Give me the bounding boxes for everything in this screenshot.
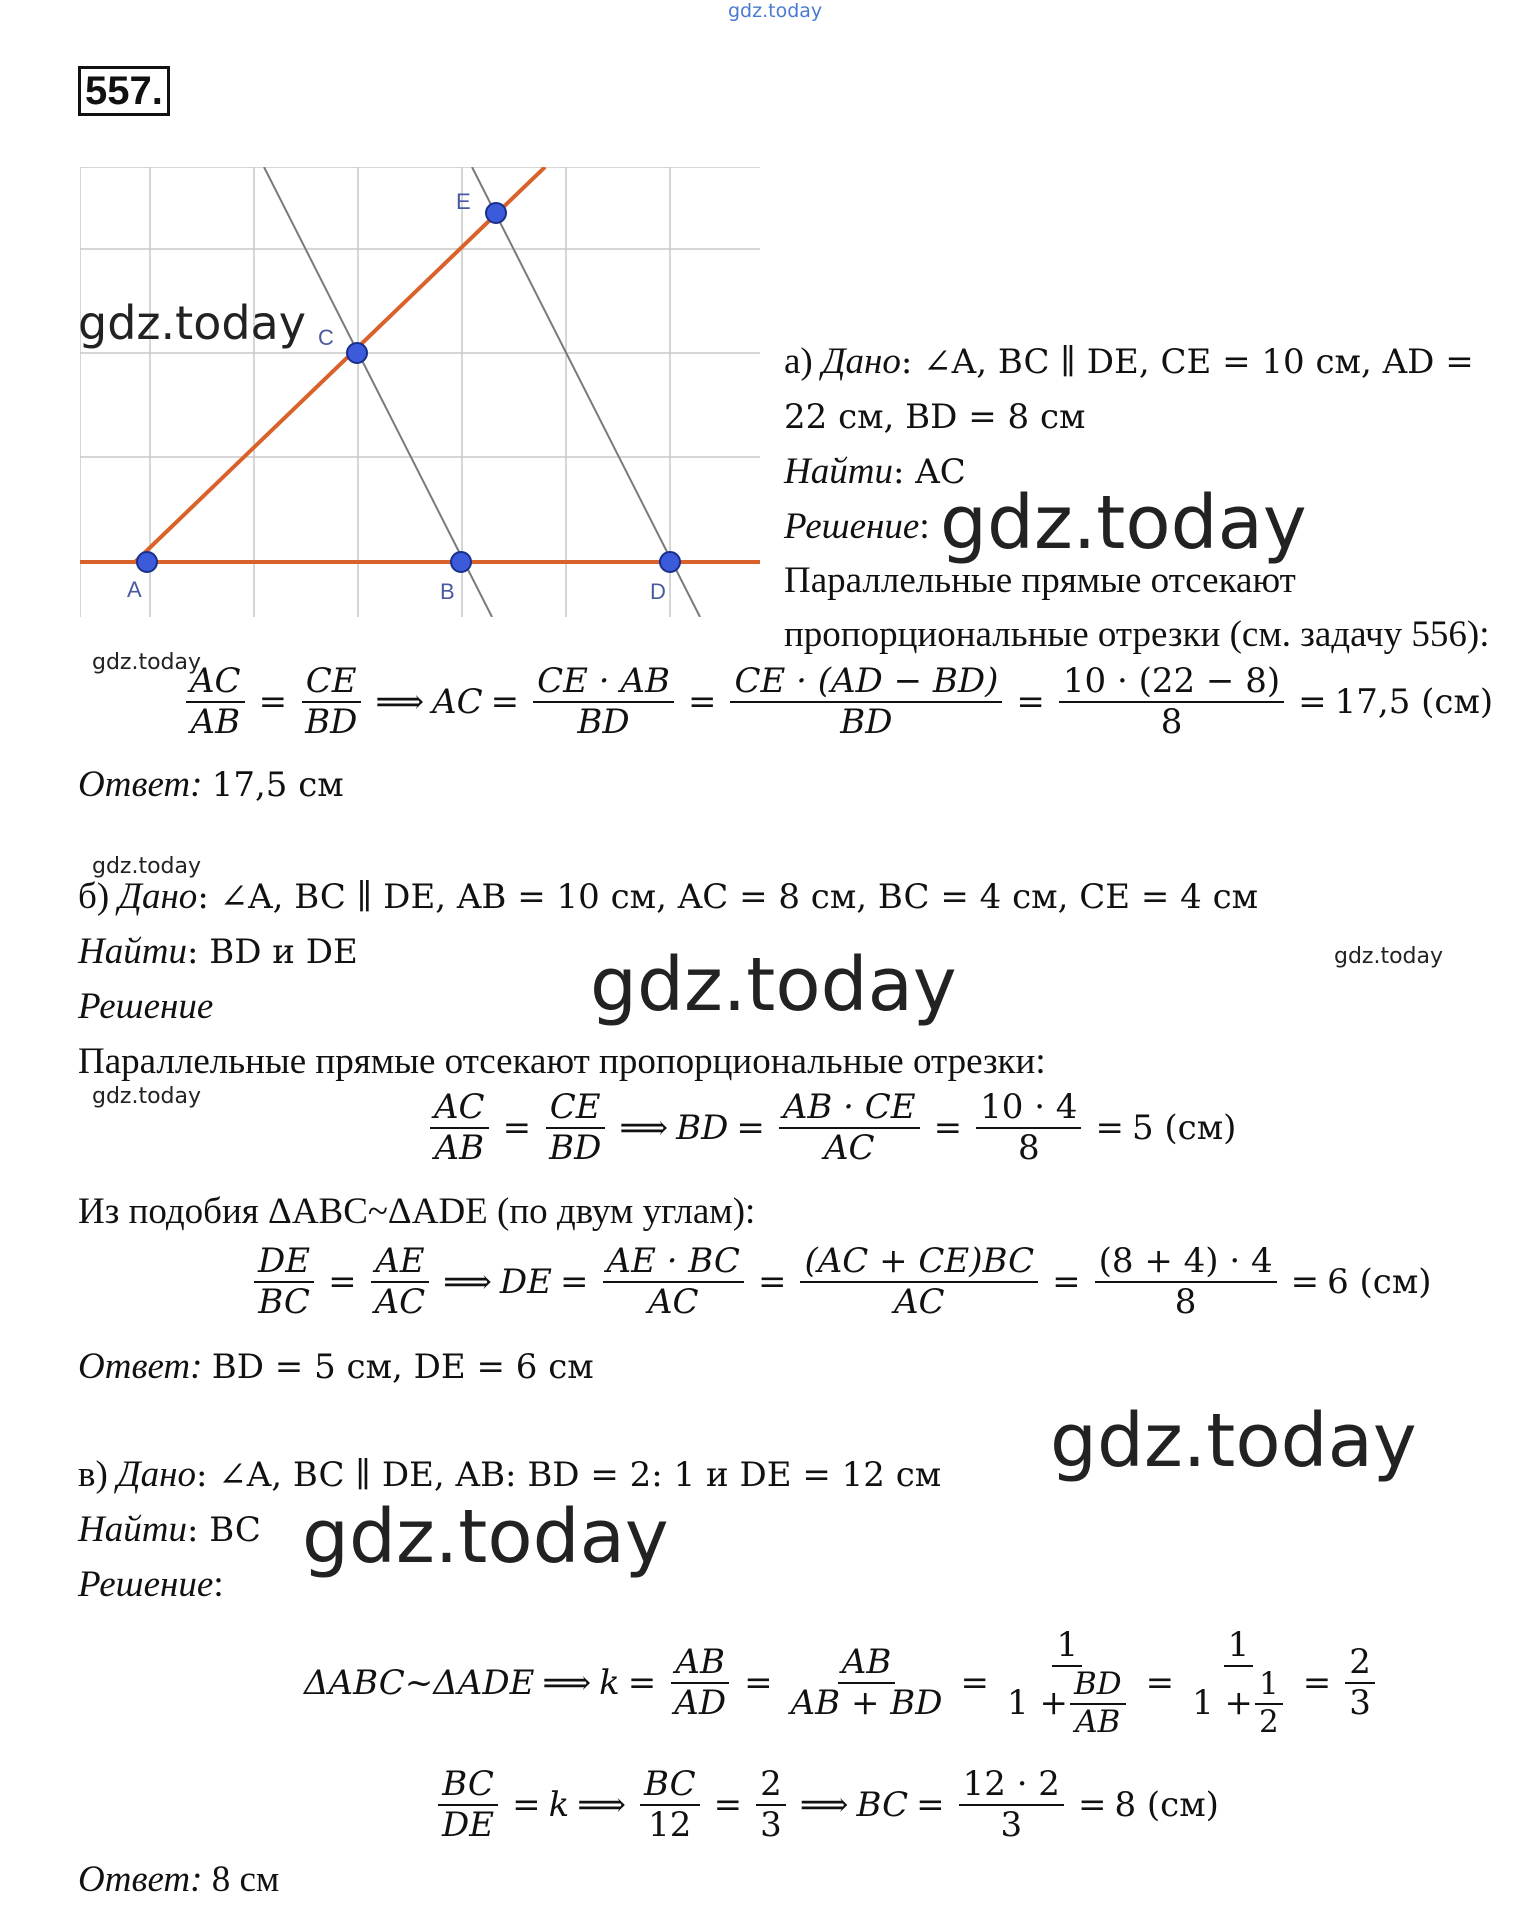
part-b-find-text: : BD и DE [186, 932, 358, 972]
eq-k: k [548, 1785, 570, 1826]
eq-result: 17,5 (см) [1334, 682, 1494, 723]
point-e [486, 203, 506, 223]
frac: $\frac{AB \cdot CE}{AC}$ [779, 1088, 920, 1168]
watermark-small-1: gdz.today [92, 650, 202, 675]
part-c-equation-2: $\frac{BC}{DE}$ = k ⟹ $\frac{BC}{12}$ = $\frac{2}{3}$ ⟹ BC = $\frac{12 \cdot 2}{3}$ = 8 (см) [432, 1765, 1219, 1845]
part-a-label: а) [784, 341, 813, 382]
label-c: C [318, 325, 334, 350]
frac: $\frac{CE}{BD}$ [301, 662, 361, 742]
frac: $\frac{(AC + CE)BC}{AC}$ [800, 1242, 1038, 1322]
line-cb [264, 167, 492, 617]
frac: $\frac{(8 + 4) \cdot 4}{8}$ [1095, 1242, 1277, 1322]
part-a-answer-word: Ответ: [78, 764, 203, 805]
part-c-given-word: Дано [117, 1454, 196, 1495]
watermark-small-4: gdz.today [92, 1084, 202, 1109]
eq-result: 8 (см) [1114, 1785, 1219, 1826]
part-a-find-word: Найти [784, 451, 893, 492]
part-a-answer [78, 763, 344, 806]
part-b-equation-2: $\frac{DE}{BC}$ = $\frac{AE}{AC}$ ⟹ DE = $\frac{AE \cdot BC}{AC}$ = $\frac{(AC + CE)BC}{AC}$ = $\frac{(8 + 4) \cdot 4}{8}$ = 6 (см) [248, 1242, 1432, 1322]
frac: $\frac{2}{3}$ [756, 1765, 786, 1845]
point-a [137, 552, 157, 572]
part-a-find [784, 450, 966, 493]
part-a-answer-text: 17,5 см [211, 765, 344, 805]
part-b-answer-text: BD = 5 см, DE = 6 см [211, 1347, 594, 1387]
part-b-text-2: Из подобия ΔABC~ΔADE (по двум углам): [78, 1191, 756, 1232]
part-a-text-1: Параллельные прямые отсекают [784, 560, 1296, 601]
part-c-solution-word: Решение [78, 1564, 214, 1605]
part-b-text-1: Параллельные прямые отсекают пропорциональные отрезки: [78, 1041, 1046, 1082]
watermark-small-2: gdz.today [92, 854, 202, 879]
part-b-given-text: : ∠A, BC ∥ DE, AB = 10 см, AC = 8 см, BC = 4 см, CE = 4 см [197, 877, 1259, 917]
part-b-given-word: Дано [118, 876, 198, 917]
label-b: B [440, 579, 455, 604]
part-a-solution-colon: : [919, 506, 930, 547]
eq-lhs: ΔABC~ΔADE [304, 1663, 535, 1704]
frac: $\frac{AE}{AC}$ [371, 1242, 430, 1322]
part-a-text-2: пропорциональные отрезки (см. задачу 556): [784, 614, 1490, 655]
eq-lhs: BC [856, 1785, 909, 1826]
label-a: A [127, 577, 142, 602]
frac: $\frac{10 \cdot (22 - 8)}{8}$ [1059, 662, 1284, 742]
part-c-answer [78, 1858, 279, 1901]
eq-lhs: DE [499, 1262, 553, 1303]
point-c [347, 343, 367, 363]
frac: $\frac{CE \cdot (AD - BD)}{BD}$ [730, 662, 1002, 742]
part-a-given-word: Дано [822, 341, 901, 382]
frac: $\frac{DE}{BC}$ [254, 1242, 314, 1322]
part-a-equation: $\frac{AC}{AB}$ = $\frac{CE}{BD}$ ⟹ AC = $\frac{CE \cdot AB}{BD}$ = $\frac{CE \cdot (AD - BD)}{BD}$ = $\frac{10 \cdot (22 - 8)}{8}$ = 17,5 (см) [180, 662, 1493, 742]
part-a-given-1 [784, 340, 1474, 383]
part-b-answer-word: Ответ: [78, 1346, 203, 1387]
part-b-equation-1: $\frac{AC}{AB}$ = $\frac{CE}{BD}$ ⟹ BD = $\frac{AB \cdot CE}{AC}$ = $\frac{10 \cdot 4}{8}$ = 5 (см) [424, 1088, 1236, 1168]
part-a-solution [784, 505, 930, 548]
watermark-figure: gdz.today [78, 296, 306, 350]
frac: $\frac{AB}{AD}$ [670, 1643, 730, 1723]
point-b [451, 552, 471, 572]
eq-lhs: AC [432, 682, 483, 723]
part-b-find [78, 930, 358, 973]
problem-number: 557. [78, 66, 170, 116]
part-c-label: в) [78, 1454, 108, 1495]
label-d: D [650, 579, 666, 604]
frac: $\frac{BC}{DE}$ [438, 1765, 498, 1845]
frac: $\frac{AE \cdot BC}{AC}$ [603, 1242, 744, 1322]
frac: 1 1 + $\frac{1}{2}$ [1188, 1626, 1289, 1740]
watermark-b: gdz.today [590, 942, 957, 1028]
frac: $\frac{AB}{AB + BD}$ [790, 1642, 943, 1724]
watermark-c2: gdz.today [302, 1494, 669, 1580]
eq-result: 6 (см) [1327, 1262, 1432, 1303]
part-c-answer-text: 8 см [211, 1859, 280, 1900]
part-b-given [78, 875, 1258, 918]
watermark-top: gdz.today [728, 0, 823, 22]
grid [80, 167, 760, 617]
frac: $\frac{2}{3}$ [1345, 1643, 1375, 1723]
part-c-equation-1: ΔABC~ΔADE ⟹ k = $\frac{AB}{AD}$ = $\frac{AB}{AB + BD}$ = 1 1 + $\frac{BD}{AB}$ = 1 1 + $\frac{1}{2}$ = $\frac{2}{3}$ [304, 1626, 1381, 1740]
part-c-find-text: : BC [186, 1510, 261, 1550]
geometry-figure [80, 167, 760, 617]
line-ed [472, 167, 700, 617]
part-a-solution-word: Решение [784, 506, 920, 547]
frac: $\frac{BC}{12}$ [640, 1765, 700, 1845]
eq-lhs: BD [676, 1108, 729, 1149]
part-b-find-word: Найти [78, 931, 187, 972]
eq-k: k [599, 1663, 620, 1704]
watermark-small-3: gdz.today [1334, 944, 1444, 969]
part-c-given-text: : ∠A, BC ∥ DE, AB: BD = 2: 1 и DE = 12 см [195, 1455, 942, 1495]
line-ae [135, 167, 545, 562]
frac: $\frac{10 \cdot 4}{8}$ [976, 1088, 1081, 1168]
frac: $\frac{12 \cdot 2}{3}$ [959, 1765, 1064, 1845]
part-b-label: б) [78, 876, 110, 917]
part-c-find [78, 1508, 261, 1551]
frac: $\frac{CE}{BD}$ [545, 1088, 605, 1168]
part-b-answer [78, 1345, 594, 1388]
part-a-given-2: 22 см, BD = 8 см [784, 397, 1086, 437]
part-b-solution: Решение [78, 986, 214, 1027]
part-a-given-text-1: : ∠A, BC ∥ DE, CE = 10 см, AD = [900, 342, 1474, 382]
label-e: E [456, 189, 471, 214]
frac: $\frac{CE \cdot AB}{BD}$ [533, 662, 674, 742]
part-c-answer-word: Ответ: [78, 1859, 203, 1900]
part-c-solution-colon: : [213, 1564, 224, 1605]
part-a-find-text: : AC [892, 452, 966, 492]
frac: $\frac{AC}{AB}$ [430, 1088, 489, 1168]
frac: 1 1 + $\frac{BD}{AB}$ [1003, 1626, 1132, 1740]
frac: $\frac{AC}{AB}$ [186, 662, 245, 742]
eq-result: 5 (см) [1131, 1108, 1237, 1149]
part-c-solution [78, 1563, 224, 1606]
part-c-find-word: Найти [78, 1509, 187, 1550]
watermark-a: gdz.today [940, 480, 1307, 566]
watermark-c1: gdz.today [1050, 1398, 1417, 1484]
point-d [660, 552, 680, 572]
part-c-given [78, 1453, 941, 1496]
